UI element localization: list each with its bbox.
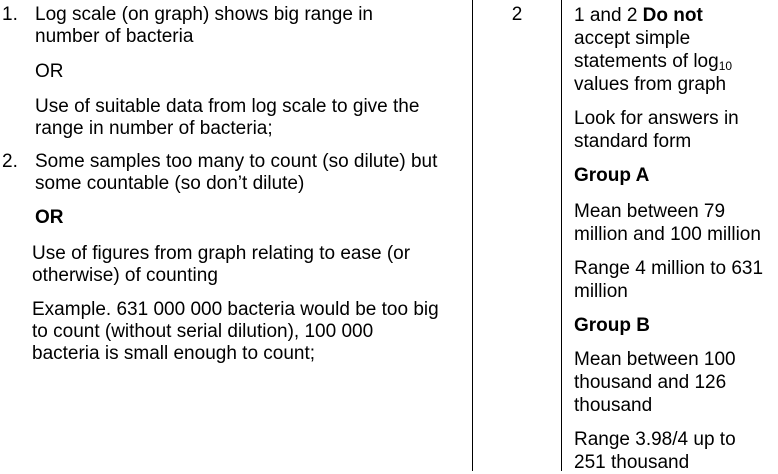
guidance-bold-text: Do not <box>642 5 703 26</box>
answer-item-1 <box>0 4 470 140</box>
item2-example-line1: Example. 631 000 000 bacteria would be too big <box>32 299 439 320</box>
guidance-text: 1 and 2 <box>574 5 643 26</box>
column-divider-middle <box>561 0 562 471</box>
guidance-line: Mean between 79 <box>574 201 726 222</box>
guidance-line: thousand and 126 <box>574 372 727 393</box>
guidance-line: Range 4 million to 631 <box>574 258 764 279</box>
guidance-line: 251 thousand <box>574 452 690 473</box>
item2-alt-line1: Use of figures from graph relating to ease (or <box>32 243 411 264</box>
column-divider-left <box>472 0 473 471</box>
guidance-line: values from graph <box>574 74 727 95</box>
mark-value: 2 <box>511 4 523 25</box>
item1-alt-line2: range in number of bacteria; <box>35 118 273 139</box>
guidance-line: Mean between 100 <box>574 349 736 370</box>
item2-or: OR <box>35 207 64 228</box>
item1-alt-line1: Use of suitable data from log scale to give the <box>35 96 420 117</box>
guidance-line: million and 100 million <box>574 224 761 245</box>
item2-example-line2: to count (without serial dilution), 100 000 <box>32 321 374 342</box>
item1-or: OR <box>35 61 64 82</box>
item2-line1: Some samples too many to count (so dilute) but <box>35 151 438 172</box>
guidance-text: statements of log <box>574 51 719 72</box>
item-number: 2. <box>2 151 18 172</box>
guidance-line <box>574 50 732 73</box>
item1-line1: Log scale (on graph) shows big range in <box>35 4 373 25</box>
item1-line2: number of bacteria <box>35 26 194 47</box>
guidance-line: Look for answers in <box>574 108 739 129</box>
guidance-line: Range 3.98/4 up to <box>574 429 736 450</box>
group-b-heading: Group B <box>574 315 650 336</box>
guidance-line: standard form <box>574 131 692 152</box>
item-number: 1. <box>2 4 18 25</box>
guidance-line: thousand <box>574 395 653 416</box>
group-a-heading: Group A <box>574 165 650 186</box>
answer-item-2 <box>0 151 470 365</box>
answer-column <box>0 4 470 365</box>
item2-alt-line2: otherwise) of counting <box>32 265 218 286</box>
guidance-line <box>574 4 703 27</box>
guidance-line: accept simple <box>574 28 691 49</box>
subscript: 10 <box>718 59 733 73</box>
item2-example-line3: bacteria is small enough to count; <box>32 343 316 364</box>
guidance-line: million <box>574 281 628 302</box>
item2-line2: some countable (so don’t dilute) <box>35 173 305 194</box>
